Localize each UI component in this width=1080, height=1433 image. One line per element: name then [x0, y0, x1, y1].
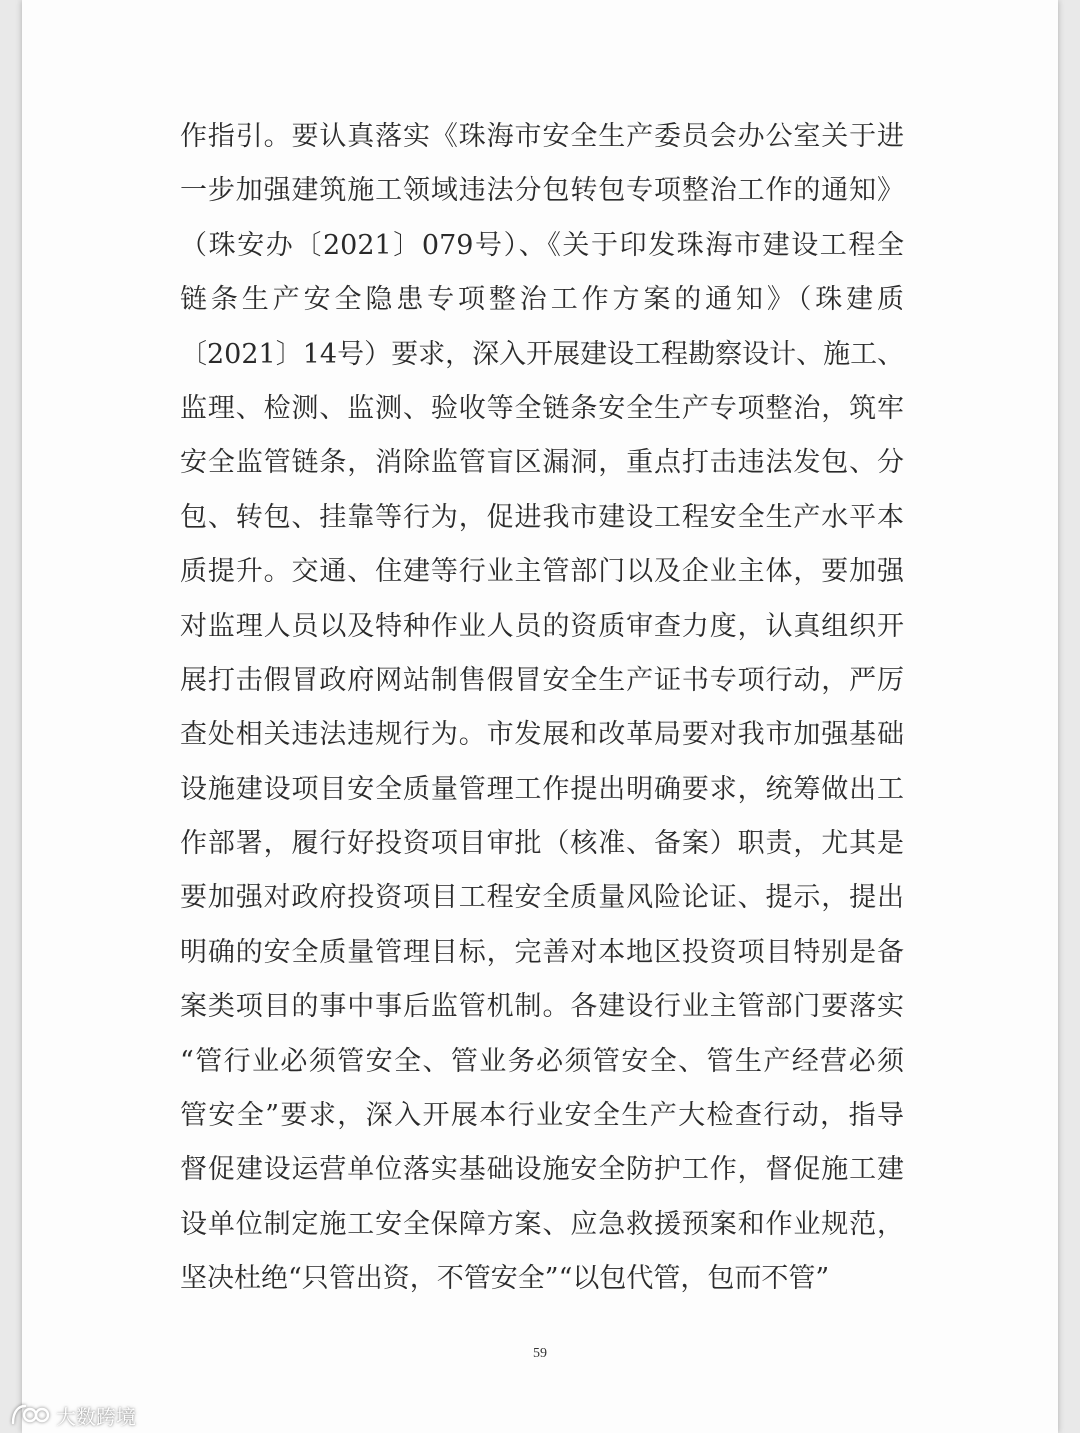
- brand-logo-icon: [10, 1402, 50, 1428]
- watermark-text: 大数跨境: [56, 1404, 136, 1429]
- text-line: 作指引。要认真落实《珠海市安全生产委员会办公室关于进: [180, 121, 904, 152]
- page-number: 59: [533, 1346, 547, 1361]
- text-line: 管安全”要求，深入开展本行业安全生产大检查行动，指导: [180, 1100, 904, 1132]
- text-line: 要加强对政府投资项目工程安全质量风险论证、提示，提出: [180, 882, 904, 914]
- text-line: 链条生产安全隐患专项整治工作方案的通知》（珠建质: [180, 284, 904, 316]
- text-line: 案类项目的事中事后监管机制。各建设行业主管部门要落实: [180, 991, 904, 1023]
- text-line: 监理、检测、监测、验收等全链条安全生产专项整治，筑牢: [180, 392, 904, 424]
- watermark: [10, 1398, 136, 1432]
- text-line: 包、转包、挂靠等行为，促进我市建设工程安全生产水平本: [180, 501, 904, 533]
- text-line: 设单位制定施工安全保障方案、应急救援预案和作业规范，: [180, 1208, 904, 1240]
- text-line: “管行业必须管安全、管业务必须管安全、管生产经营必须: [180, 1045, 904, 1077]
- text-line: 督促建设运营单位落实基础设施安全防护工作，督促施工建: [180, 1154, 904, 1186]
- text-line: 〔2021〕14号）要求，深入开展建设工程勘察设计、施工、: [180, 338, 905, 370]
- text-line: 查处相关违法违规行为。市发展和改革局要对我市加强基础: [180, 719, 904, 751]
- text-line: 对监理人员以及特种作业人员的资质审查力度，认真组织开: [180, 610, 904, 642]
- text-line: 坚决杜绝“只管出资，不管安全”“以包代管，包而不管”: [180, 1263, 830, 1295]
- text-line: 安全监管链条，消除监管盲区漏洞，重点打击违法发包、分: [180, 447, 904, 479]
- document-page: [22, 0, 1058, 1433]
- text-line: 明确的安全质量管理目标，完善对本地区投资项目特别是备: [180, 936, 904, 968]
- text-line: 设施建设项目安全质量管理工作提出明确要求，统筹做出工: [180, 773, 904, 805]
- text-line: （珠安办〔2021〕079号）、《关于印发珠海市建设工程全: [180, 229, 904, 261]
- text-line: 展打击假冒政府网站制售假冒安全生产证书专项行动，严厉: [180, 664, 904, 696]
- document-body: [180, 110, 904, 1307]
- text-line: 质提升。交通、住建等行业主管部门以及企业主体，要加强: [180, 556, 904, 588]
- text-line: 一步加强建筑施工领域违法分包转包专项整治工作的通知》: [180, 175, 904, 207]
- text-line: 作部署，履行好投资项目审批（核准、备案）职责，尤其是: [180, 828, 904, 860]
